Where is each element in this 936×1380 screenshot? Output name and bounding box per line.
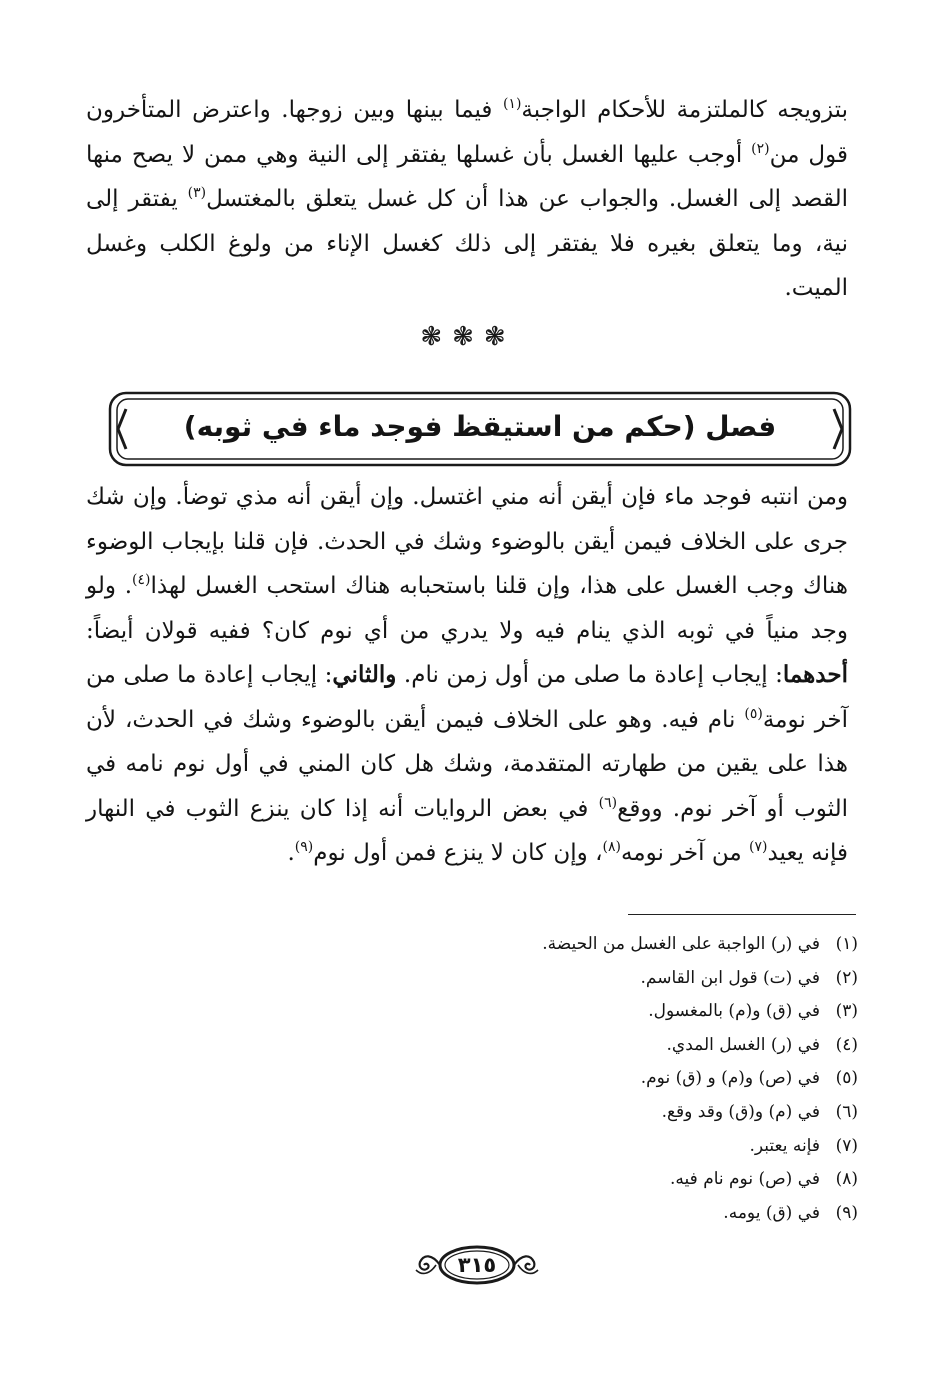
text-run: : إيجاب إعادة ما صلى من أول زمن نام. [396, 662, 783, 688]
section-title: فصل (حكم من استيقظ فوجد ماء في ثوبه) [183, 410, 777, 443]
text-run: في بعض الروايات أنه إذا كان ينزع الثوب في النهار فإنه يعيد [86, 795, 848, 866]
footnote-number: (٩) [835, 1202, 858, 1223]
footnote-ref[interactable]: (٣) [187, 185, 207, 201]
footnote-number: (٦) [835, 1101, 858, 1122]
footnote-item [98, 1029, 858, 1063]
footnote-item [98, 995, 858, 1029]
footnote-text: في (ر) الواجبة على الغسل من الحيضة. [542, 934, 820, 954]
text-run: ، وإن كان لا ينزع فمن أول نوم [313, 840, 603, 866]
footnote-text: في (ص) و(م) و (ق) نوم. [640, 1068, 820, 1089]
footnote-number: (٨) [835, 1169, 858, 1190]
bold-term: أحدهما [782, 661, 848, 688]
text-run: نام فيه. وهو على الخلاف فيمن أيقن بالوضوء وشك في الحدث، لأن هذا على يقين من طهارته المتقدمة، وشك هل كان المني في أول نوم نامه في الثوب أو آخر نوم. ووقع [86, 706, 848, 822]
footnote-ref[interactable]: (١) [502, 96, 522, 112]
footnote-item [98, 1197, 858, 1231]
footnote-number: (١) [835, 934, 858, 954]
footnote-divider [628, 914, 856, 915]
footnote-ref[interactable]: (٢) [751, 140, 770, 157]
footnote-text: في (ق) يومه. [723, 1202, 820, 1223]
footnote-item [98, 1096, 858, 1130]
text-run: بتزويجه كالملتزمة للأحكام الواجبة [521, 97, 849, 123]
section-separator: ❃❃❃ [420, 322, 516, 352]
footnote-item [98, 928, 858, 962]
footnote-number: (٧) [835, 1135, 858, 1156]
footnote-ref[interactable]: (٤) [132, 572, 151, 588]
footnote-ref[interactable]: (٦) [598, 794, 618, 811]
footnote-text: في (ر) الغسل المدي. [666, 1034, 820, 1055]
text-run: من آخر نومه [620, 840, 749, 866]
paragraph-main [86, 475, 848, 876]
footnote-ref[interactable]: (٥) [744, 705, 763, 722]
text-run: . ولو وجد منياً في ثوبه الذي ينام فيه ولا يدري من أي نوم كان؟ ففيه قولان أيضاً: [86, 573, 848, 644]
text-run: . [287, 840, 295, 866]
text-run: يفتقر إلى نية، وما يتعلق بغيره فلا يفتقر إلى ذلك كغسل الإناء من ولوغ الكلب وغسل الميت. [86, 186, 848, 301]
text-run: أوجب عليها الغسل بأن غسلها يفتقر إلى النية وهي ممن لا يصح منها القصد إلى الغسل. والجواب عن هذا أن كل غسل يتعلق بالمغتسل [86, 141, 848, 212]
page-number: ٣١٥ [457, 1253, 497, 1277]
footnote-text: في (ق) و(م) بالمغسول. [648, 1001, 820, 1022]
footnote-text: في (ص) نوم نام فيه. [670, 1169, 820, 1190]
text-run: ومن انتبه فوجد ماء فإن أيقن أنه مني اغتسل. وإن أيقن أنه مذي توضأ. وإن شك جرى على الخلاف فيمن أيقن بالوضوء وشك في الحدث. فإن قلنا بإيجاب الوضوء هناك وجب الغسل على هذا، وإن قلنا باستحبابه هناك استحب الغسل لهذا [86, 484, 848, 599]
footnote-number: (٢) [835, 967, 858, 988]
footnote-ref[interactable]: (٩) [294, 839, 314, 855]
footnote-number: (٣) [835, 1001, 858, 1022]
footnote-text: في (ت) قول ابن القاسم. [640, 967, 820, 988]
footnote-number: (٤) [835, 1034, 858, 1055]
page-number-ornament [410, 1238, 544, 1292]
footnote-item [98, 962, 858, 996]
footnote-item [98, 1062, 858, 1096]
footnote-text: في (م) و(ق) وقد وقع. [661, 1101, 820, 1122]
bold-term: والثاني [332, 661, 397, 688]
text-run: : إيجاب إعادة ما صلى من آخر نومة [86, 662, 848, 733]
footnote-text: فإنه يعتبر. [749, 1135, 820, 1156]
footnote-ref[interactable]: (٨) [602, 839, 621, 855]
paragraph-top [86, 88, 848, 311]
footnotes-list [98, 928, 858, 1230]
footnote-item [98, 1163, 858, 1197]
text-run: فيما بينها وبين زوجها. واعترض المتأخرون قول من [86, 97, 849, 168]
footnote-ref[interactable]: (٧) [748, 839, 768, 855]
section-heading-frame [108, 391, 852, 467]
footnote-item [98, 1130, 858, 1164]
footnote-number: (٥) [835, 1068, 858, 1089]
